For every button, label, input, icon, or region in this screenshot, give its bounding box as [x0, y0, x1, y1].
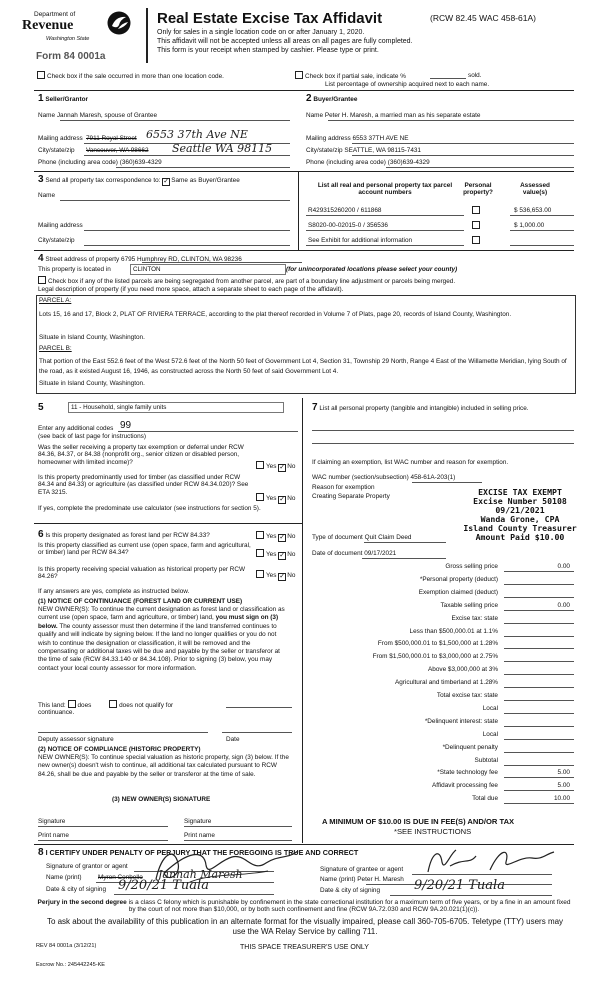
deputy-label: Deputy assessor signature: [38, 736, 114, 743]
calc-row-label: *Personal property (deduct): [419, 576, 498, 583]
doc-date-row: Date of document 09/17/2021: [312, 550, 397, 557]
checkbox-icon: [295, 71, 303, 79]
seller-phone[interactable]: (360)639-4329: [119, 159, 162, 166]
deputy-sig-line[interactable]: [38, 732, 208, 733]
grantee-date-line: [390, 895, 552, 896]
calc-row-label: Total excise tax: state: [436, 692, 498, 699]
buyer-phone[interactable]: (360)639-4329: [387, 159, 430, 166]
calc-row-line: [504, 636, 574, 637]
checkbox-icon: [38, 276, 46, 284]
timber-question: Is this property predominantly used for timber (as classified under RCW 84.34 and 84.33) or agriculture (as classified under RCW 84.34.020)? See ETA 3215.: [38, 474, 249, 496]
continuance-label: continuance.: [38, 709, 75, 716]
property-street[interactable]: 6795 Humphrey RD, CLINTON, WA 98236: [121, 256, 242, 263]
value-col-header: Assessed value(s): [520, 182, 550, 197]
value-line-3: [510, 245, 574, 246]
perjury-notice: Perjury in the second degree is a class C felony which is punishable by confinement in the state correctional institution for a maximum term of five years, or by a fine in an amount fixed by the court of not more than $10,000, or by both such confinement and fine (RCW 9A.72.030 and RCW 9A.20.021(1)(c)).: [37, 899, 571, 914]
grantor-name-label: Name (print): [46, 874, 82, 881]
legal-situate-a: Situate in Island County, Washington.: [39, 334, 145, 341]
treasurer-stamp: EXCISE TAX EXEMPT Excise Number 50108 09/21/2021 Wanda Grone, CPA Island County Treasurer Amount Paid $10.00: [463, 487, 577, 542]
personal-line-1[interactable]: [312, 430, 574, 431]
corr-mail-label: Mailing address: [38, 222, 83, 229]
buyer-mail-row: Mailing address 6553 37TH AVE NE: [306, 135, 409, 142]
q3-answers[interactable]: Yes ✓ No: [256, 531, 295, 542]
calc-row-label: *State technology fee: [437, 769, 498, 776]
sold-label: sold.: [468, 72, 482, 79]
grantee-date-label: Date & city of signing: [320, 887, 381, 894]
buyer-name-line: [328, 120, 574, 121]
dept-label: Department of: [34, 11, 76, 18]
buyer-heading: 2 Buyer/Grantee: [306, 93, 358, 104]
owner-sig-label-1: Signature: [38, 818, 66, 825]
calc-row-line: [504, 687, 574, 688]
state-label: Washington State: [46, 36, 90, 42]
exemption-question: Was the seller receiving a property tax exemption or deferral under RCW 84.36, 84.37, or 84.38 (nonprofit org., senior citizen or disabled person, homeowner with limited income)?: [38, 444, 244, 466]
codes-line: [118, 431, 298, 432]
calc-row-value[interactable]: 5.00: [557, 769, 570, 776]
claim-note: If claiming an exemption, list WAC number and reason for exemption.: [312, 459, 509, 466]
buyer-mail-line: [352, 143, 574, 144]
q2-answers[interactable]: Yes ✓ No: [256, 493, 295, 504]
codes-value[interactable]: 99: [120, 420, 132, 431]
personal-line-2[interactable]: [312, 443, 574, 444]
located-label: This property is located in: [38, 266, 111, 273]
land-qualify-row: This land: does does not qualify for: [38, 702, 174, 709]
calc-row-value[interactable]: 5.00: [557, 782, 570, 789]
owner-sig-label-2: Signature: [184, 818, 212, 825]
calc-row-label: From $500,000.01 to $1,500,000 at 1.28%: [377, 640, 498, 647]
does-not-check[interactable]: [109, 700, 117, 708]
calc-row-label: Gross selling price: [445, 563, 498, 570]
seller-mail-handwritten: 6553 37th Ave NE: [146, 128, 248, 141]
calc-row-label: Exemption claimed (deduct): [418, 589, 498, 596]
calc-row-line: [504, 739, 574, 740]
grantor-date-handwritten[interactable]: 9/20/21 Tuala: [118, 878, 209, 893]
calc-row-label: *Delinquent interest: state: [424, 718, 498, 725]
parcel-acct-3[interactable]: See Exhibit for additional information: [308, 237, 413, 244]
sec5-number: 5: [38, 402, 44, 413]
calc-row-line: [504, 623, 574, 624]
owner-print-label-1: Print name: [38, 832, 69, 839]
seller-city-line: [84, 155, 290, 156]
grantor-name-typed: Myron Conbello: [98, 874, 143, 881]
grantee-signature: [420, 844, 560, 878]
calc-row-label: Agricultural and timberland at 1.28%: [394, 679, 498, 686]
logo: [16, 8, 134, 50]
personal-property-prompt: 7 List all personal property (tangible and intangible) included in selling price.: [312, 402, 529, 413]
owner-print-line-1[interactable]: [38, 840, 168, 841]
location-select[interactable]: CLINTON: [130, 264, 286, 275]
multi-location-check[interactable]: Check box if the sale occurred in more than one location code.: [37, 71, 224, 80]
notice-compliance-text: NEW OWNER(S): To continue special valuation as historic property, sign (3) below. If the new owner(s) doesn't wish to continue, all additional tax calculated pursuant to RCW 84.26, shall be due and payable by the seller or transferor at the time of sale.: [38, 754, 289, 778]
owner-print-line-2[interactable]: [184, 840, 292, 841]
calc-row-label: Local: [482, 731, 498, 738]
legal-label: Legal description of property (if you need more space, attach a separate sheet to each page of the affidavit).: [38, 286, 344, 293]
seller-name-row: Name Jannah Maresh, spouse of Grantee: [38, 112, 158, 119]
accessibility-notice: To ask about the availability of this publication in an alternate format for the visually impaired, please call 360-705-6705. Teletype (TTY) users may use the WA Relay Service by calling 711.: [46, 917, 564, 936]
buyer-city[interactable]: SEATTLE, WA 98115-7431: [344, 147, 421, 154]
escrow-row: Escrow No.: 245442245-KE: [36, 962, 106, 968]
parcel-value-2[interactable]: $ 1,000.00: [514, 222, 545, 229]
sec6-rule: [34, 523, 302, 524]
owner-sig-line-2[interactable]: [184, 826, 292, 827]
buyer-phone-line: [386, 167, 574, 168]
new-owner-sig-heading: (3) NEW OWNER(S) SIGNATURE: [112, 796, 211, 803]
see-instructions-note: *SEE INSTRUCTIONS: [394, 827, 472, 836]
doc-type-row: Type of document Quit Claim Deed: [312, 534, 412, 541]
header-line-3: This form is your receipt when stamped by cashier. Please type or print.: [157, 47, 379, 54]
codes-label: Enter any additional codes: [38, 425, 114, 432]
calc-row-value[interactable]: 0.00: [557, 563, 570, 570]
q1-answers[interactable]: Yes ✓ No: [256, 461, 295, 472]
calc-row-label: From $1,500,000.01 to $3,000,000 at 2.75%: [372, 653, 498, 660]
legal-parcel-a-text: Lots 15, 16 and 17, Block 2, PLAT OF RIVIERA TERRACE, according to the plat thereof recorded in Volume 7 of Plats, page 20, records of Island County, Washington.: [39, 311, 512, 318]
seller-city-typed: Vancouver, WA 98662: [86, 147, 149, 154]
list-pct-note: List percentage of ownership acquired next to each name.: [325, 81, 490, 88]
minimum-due-note: A MINIMUM OF $10.00 IS DUE IN FEE(S) AND/OR TAX: [322, 817, 515, 826]
sec4-rule: [34, 250, 574, 251]
seller-name-line: [60, 120, 290, 121]
corr-city-line[interactable]: [84, 245, 290, 246]
corr-name-line[interactable]: [60, 200, 290, 201]
deputy-date-line[interactable]: [222, 732, 292, 733]
buyer-phone-row: Phone (including area code) (360)639-4329: [306, 159, 430, 166]
calc-row-label: Above $3,000,000 at 3%: [428, 666, 498, 673]
calc-row-line: [504, 790, 574, 791]
calc-row-label: *Delinquent penalty: [442, 744, 498, 751]
calc-row-line: [504, 584, 574, 585]
land-use-select[interactable]: 11 - Household, single family units: [68, 402, 284, 413]
seller-name[interactable]: Jannah Maresh, spouse of Grantee: [56, 112, 158, 119]
ifyes-note: If yes, complete the predominate use calculator (see instructions for section 5).: [38, 505, 261, 512]
seller-mail-typed: 7911 Royal Street: [86, 135, 137, 142]
treasurer-space-label: THIS SPACE TREASURER'S USE ONLY: [240, 944, 369, 951]
corr-mail-line[interactable]: [84, 230, 290, 231]
parcel-line-2: [306, 230, 464, 231]
header-line-2: This affidavit will not be accepted unless all areas on all pages are fully completed.: [157, 38, 413, 45]
parcel-acct-1[interactable]: R429315260200 / 611868: [308, 207, 382, 214]
grantee-sig-label: Signature of grantee or agent: [320, 866, 404, 873]
located-note: (for unincorporated locations please select your county): [286, 266, 458, 273]
calc-row-label: Total due: [472, 795, 498, 802]
grantor-date-label: Date & city of signing: [46, 886, 107, 893]
corr-city-label: City/state/zip: [38, 237, 75, 244]
codes-note: (see back of last page for instructions): [38, 433, 146, 440]
legal-parcel-b-text: That portion of the East 552.6 feet of the West 572.6 feet of the North 50 feet of Government Lot 4, Section 31, Township 29 North, Range 4 East of the Willamette Meridian, lying South of the road, as it existed August 16, 1946, as constructed across the North 50 feet of said Government Lot 4.: [39, 358, 567, 375]
calc-row-label: Local: [482, 705, 498, 712]
grantee-name-row: Name (print) Peter H. Maresh: [320, 876, 404, 883]
grantor-sig-label: Signature of grantor or agent: [46, 863, 128, 870]
calc-row-line: [504, 571, 574, 572]
forest-question: 6 Is this property designated as forest land per RCW 84.33?: [38, 529, 210, 540]
reason-label: Reason for exemption: [312, 484, 375, 491]
personal-check-3[interactable]: [472, 236, 480, 244]
calc-row-line: [504, 648, 574, 649]
calc-row-line: [504, 765, 574, 766]
doc-date-value[interactable]: 09/17/2021: [364, 550, 397, 557]
grantee-date-handwritten[interactable]: 9/20/21 Tuala: [414, 878, 505, 893]
calc-row-line: [504, 777, 574, 778]
sec-divider-vertical: [302, 398, 303, 843]
q4-answers[interactable]: Yes ✓ No: [256, 549, 295, 560]
legal-parcel-b-label: PARCEL B:: [39, 345, 72, 352]
seller-heading: 1 Seller/Grantor: [38, 93, 88, 104]
sec3-divider: [298, 171, 299, 250]
notice-continuance-heading: (1) NOTICE OF CONTINUANCE (FOREST LAND OR CURRENT USE): [38, 598, 243, 605]
owner-sig-line-1[interactable]: [38, 826, 168, 827]
checkbox-icon: [37, 71, 45, 79]
wac-line: [412, 482, 482, 483]
top-rule: [34, 90, 574, 91]
calc-row-value[interactable]: 0.00: [557, 602, 570, 609]
qualify-line: [226, 707, 292, 708]
street-line: [142, 262, 302, 263]
any-yes-note: If any answers are yes, complete as instructed below.: [38, 588, 190, 595]
calc-row-line: [504, 803, 574, 804]
personal-check-1[interactable]: [472, 206, 480, 214]
seller-phone-line: [116, 167, 290, 168]
owner-print-label-2: Print name: [184, 832, 215, 839]
header-divider: [146, 8, 148, 63]
grantor-date-line: [114, 894, 274, 895]
personal-check-2[interactable]: [472, 221, 480, 229]
notice-compliance-heading: (2) NOTICE OF COMPLIANCE (HISTORIC PROPERTY): [38, 746, 201, 753]
revenue-logo-icon: [106, 10, 132, 36]
calc-row-line: [504, 726, 574, 727]
parcel-line-3: [306, 245, 464, 246]
header-line-1: Only for sales in a single location code on or after January 1, 2020.: [157, 29, 365, 36]
calc-row-label: Subtotal: [474, 757, 498, 764]
wac-row: WAC number (section/subsection) 458-61A-203(1): [312, 474, 456, 481]
legal-situate-b: Situate in Island County, Washington.: [39, 380, 145, 387]
sec3-rule: [34, 171, 574, 172]
grantee-name[interactable]: Peter H. Maresh: [357, 876, 404, 883]
calc-row-line: [504, 713, 574, 714]
rcw-citation: (RCW 82.45 WAC 458-61A): [430, 13, 536, 23]
calc-row-line: [504, 700, 574, 701]
certify-heading: 8 I CERTIFY UNDER PENALTY OF PERJURY THAT THE FOREGOING IS TRUE AND CORRECT: [38, 847, 359, 858]
buyer-name-row: Name Peter H. Maresh, a married man as his separate estate: [306, 112, 481, 119]
buyer-city-line: [352, 155, 574, 156]
revenue-wordmark: Revenue: [22, 18, 74, 33]
calc-row-value[interactable]: 10.00: [554, 795, 570, 802]
segregated-check[interactable]: Check box if any of the listed parcels are being segregated from another parcel, are part of a boundary line adjustment or parcels being merged.: [38, 276, 455, 285]
reason-value[interactable]: Creating Separate Property: [312, 493, 390, 500]
corr-name-label: Name: [38, 192, 56, 199]
doc-date-line: [362, 558, 446, 559]
doc-type-value[interactable]: Quit Claim Deed: [364, 534, 412, 541]
form-number: Form 84 0001a: [36, 51, 106, 62]
personal-col-header: Personal property?: [463, 182, 493, 197]
doc-type-line: [364, 542, 446, 543]
calc-row-label: Excise tax: state: [451, 615, 498, 622]
buyer-city-row: City/state/zip SEATTLE, WA 98115-7431: [306, 147, 421, 154]
street-row: 4 Street address of property 6795 Humphrey RD, CLINTON, WA 98236: [38, 253, 242, 264]
revision-label: REV 84 0001a (3/12/21): [36, 943, 97, 949]
value-line-1: [510, 215, 574, 216]
deputy-date-label: Date: [226, 736, 240, 743]
q5-answers[interactable]: Yes ✓ No: [256, 570, 295, 581]
calc-row-label: Affidavit processing fee: [432, 782, 498, 789]
calc-row-line: [504, 597, 574, 598]
does-check[interactable]: [68, 700, 76, 708]
grantor-name-handwritten[interactable]: Jannah Maresh: [158, 868, 243, 881]
current-use-question: Is this property classified as current use (open space, farm and agricultural, or timber) land per RCW 84.34?: [38, 542, 251, 557]
same-as-buyer-check[interactable]: ✓: [163, 178, 170, 185]
historic-question: Is this property receiving special valuation as historical property per RCW 84.26?: [38, 566, 246, 581]
buyer-name[interactable]: Peter H. Maresh, a married man as his separate estate: [324, 112, 481, 119]
legal-parcel-a-label: PARCEL A:: [39, 297, 72, 304]
partial-pct-field[interactable]: [430, 78, 466, 79]
seller-city-label: City/state/zip: [38, 147, 75, 154]
seller-mail-label: Mailing address: [38, 135, 83, 142]
correspondence-row: 3 Send all property tax correspondence to: ✓ Same as Buyer/Grantee: [38, 174, 240, 185]
notice-continuance-text: NEW OWNER(S): To continue the current designation as forest land or classification as current use (open space, farm and agriculture, or timber) land, you must sign on (3) below. The county assessor must then determine if the land transferred continues to qualify and will indicate by signing below. If the land no longer qualifies or you do not wish to continue the designation or classification, it will be removed and the compensating or additional taxes will be due and payable by the seller or transferor at the time of sale (RCW 84.33.140 or 84.34.108). Prior to signing (3) below, you may contact your local county assessor for more information.: [38, 606, 285, 672]
calc-row-label: Taxable selling price: [440, 602, 498, 609]
seller-phone-row: Phone (including area code) (360)639-4329: [38, 159, 162, 166]
calc-row-line: [504, 674, 574, 675]
parcel-value-1[interactable]: $ 536,653.00: [514, 207, 552, 214]
page-title: Real Estate Excise Tax Affidavit: [157, 10, 383, 27]
parcel-col-header: List all real and personal property tax parcel account numbers: [317, 182, 453, 197]
calc-row-label: Less than $500,000.01 at 1.1%: [409, 628, 498, 635]
parcel-acct-2[interactable]: S8020-00-02015-0 / 356536: [308, 222, 388, 229]
parcel-line-1: [306, 215, 464, 216]
partial-sale-check[interactable]: Check box if partial sale, indicate %: [295, 71, 406, 80]
calc-row-line: [504, 661, 574, 662]
calc-row-line: [504, 752, 574, 753]
value-line-2: [510, 230, 574, 231]
calc-row-line: [504, 610, 574, 611]
wac-value[interactable]: 458-61A-203(1): [410, 474, 456, 481]
buyer-mail[interactable]: 6553 37TH AVE NE: [352, 135, 409, 142]
seller-city-handwritten: Seattle WA 98115: [172, 142, 273, 155]
